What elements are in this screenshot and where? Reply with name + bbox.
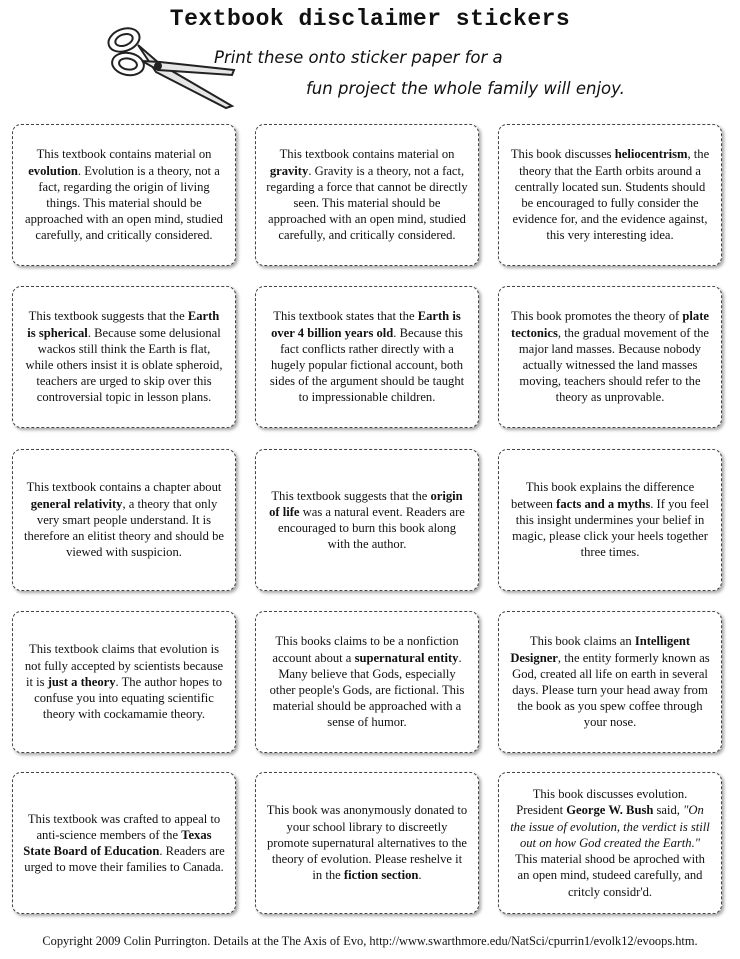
- sticker-text: This textbook claims that evolution is not fully accepted by scientists because it is just a theory. The author hopes to confuse you into equating scientific theory with cockamamie theory.: [24, 642, 224, 722]
- sticker-just-a-theory: [12, 611, 236, 753]
- sticker-text: This textbook states that the Earth is over 4 billion years old. Because this fact conflicts rather directly with a hugely popular fictional account, both sides of the argument should be taught to impressionable children.: [269, 309, 465, 405]
- sticker-heliocentrism: [498, 124, 722, 266]
- sticker-earth-age: [255, 286, 479, 428]
- footer-copyright: Copyright 2009 Colin Purrington. Details at the The Axis of Evo, http://www.swarthmore.edu/NatSci/cpurrin1/evolk12/evoops.htm.: [42, 934, 698, 948]
- sticker-text: This book discusses heliocentrism, the theory that the Earth orbits around a centrally located sun. Students should be encouraged to fully consider the evidence for, and the evidence against, this very interesting idea.: [510, 147, 710, 243]
- sticker-text: This books claims to be a nonfiction account about a supernatural entity. Many believe that Gods, especially other people's Gods, are fictional. This material should be approached with a sense of humor.: [269, 634, 465, 730]
- sticker-text: This book explains the difference between facts and a myths. If you feel this insight undermines your belief in magic, please click your heels together three times.: [511, 480, 709, 560]
- sticker-text: This textbook suggests that the Earth is spherical. Because some delusional wackos still think the Earth is flat, while others insist it is oblate spheroid, teachers are urged to skip over this controversial topic in lesson plans.: [25, 309, 223, 405]
- sticker-george-bush: [498, 772, 722, 914]
- sticker-text: This book claims an Intelligent Designer, the entity formerly known as God, created all life on earth in several days. Please turn your head away from the book as you spew coffee through your nose.: [510, 634, 710, 730]
- sticker-text: This textbook was crafted to appeal to anti-science members of the Texas State Board of Education. Readers are urged to move their families to Canada.: [23, 811, 225, 875]
- sticker-text: This textbook contains material on gravity. Gravity is a theory, not a fact, regarding a force that cannot be directly seen. This material should be approached with an open mind, studied carefully, and critically considered.: [266, 147, 468, 243]
- sticker-text: This textbook contains material on evolution. Evolution is a theory, not a fact, regarding the origin of living things. This material should be approached with an open mind, studied carefully, and critically considered.: [25, 147, 223, 243]
- sticker-intelligent-designer: [498, 611, 722, 753]
- sticker-evolution: [12, 124, 236, 266]
- sticker-origin-of-life: [255, 449, 479, 591]
- sticker-text: This textbook contains a chapter about general relativity, a theory that only very smart people understand. It is therefore an elitist theory and should be viewed with suspicion.: [23, 480, 225, 560]
- sticker-gravity: [255, 124, 479, 266]
- sticker-facts-and-myths: [498, 449, 722, 591]
- sticker-supernatural-entity: [255, 611, 479, 753]
- subtitle: [214, 42, 634, 104]
- sticker-text: This book promotes the theory of plate tectonics, the gradual movement of the major land masses. Because nobody actually witnessed the land masses moving, teachers should refer to the theory as unprovable.: [511, 309, 709, 405]
- page-title: Textbook disclaimer stickers: [169, 6, 571, 32]
- sticker-text: This textbook suggests that the origin of life was a natural event. Readers are encouraged to burn this book along with the author.: [269, 488, 465, 552]
- sticker-general-relativity: [12, 449, 236, 591]
- subtitle-line-2: fun project the whole family will enjoy.: [306, 79, 625, 98]
- sticker-text: This book discusses evolution. President George W. Bush said, "On the issue of evolution, the verdict is still out on how God created the Earth." This material shood be aproched with an open mind, studeed carefully, and critcly considr'd.: [510, 787, 710, 899]
- sticker-plate-tectonics: [498, 286, 722, 428]
- subtitle-line-1: Print these onto sticker paper for a: [214, 48, 503, 67]
- sticker-fiction-section: [255, 772, 479, 914]
- sticker-earth-spherical: [12, 286, 236, 428]
- sticker-texas-board: [12, 772, 236, 914]
- sticker-text: This book was anonymously donated to your school library to discreetly promote supernatural alternatives to the theory of evolution. Please reshelve it in the fiction section.: [266, 803, 468, 883]
